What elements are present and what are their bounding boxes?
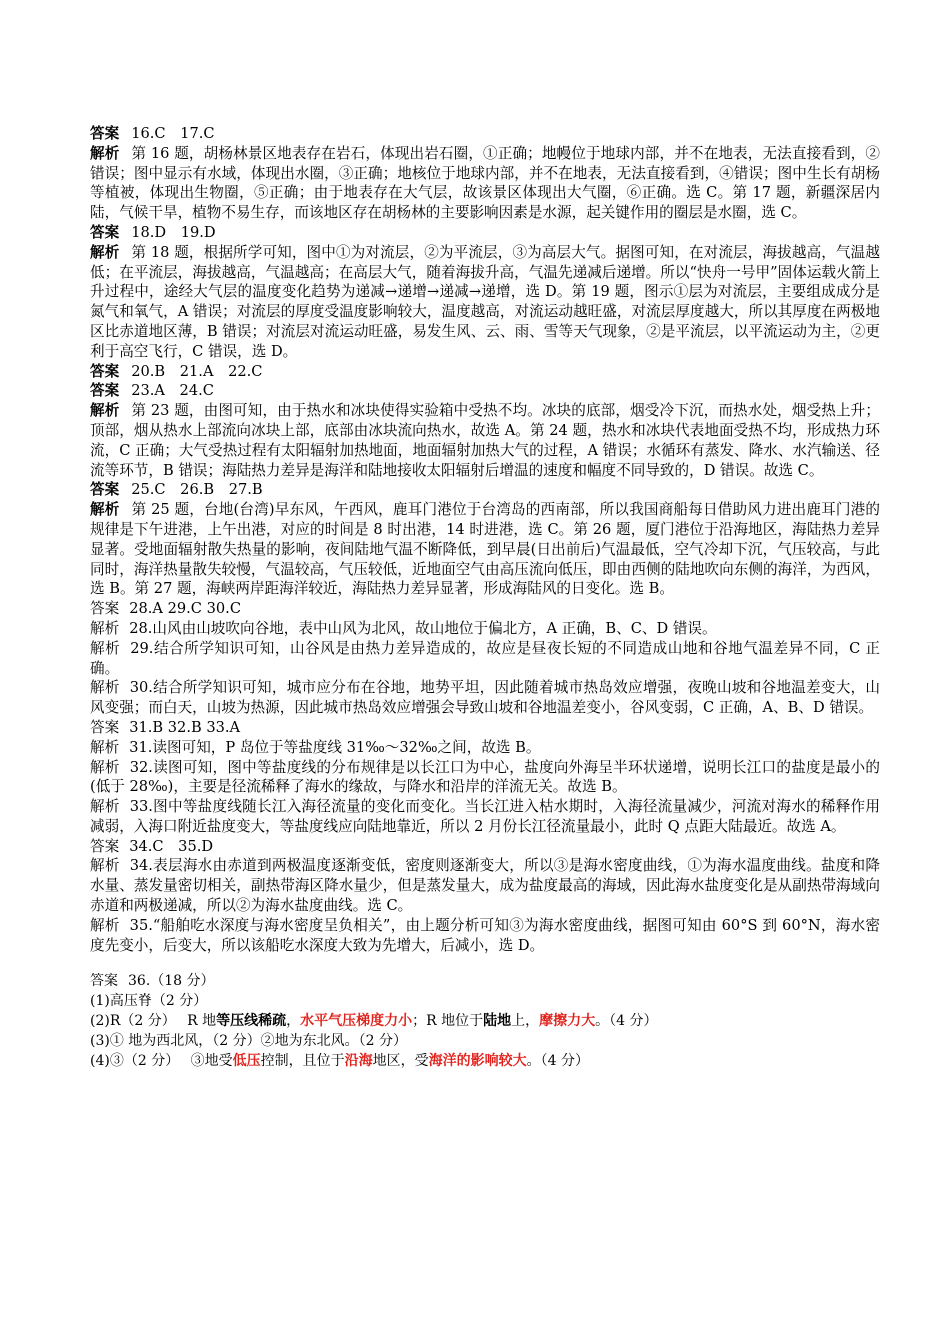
answer-text: 31.B 32.B 33.A xyxy=(129,718,241,736)
analysis-paragraph xyxy=(90,500,880,599)
answer-label: 答案 xyxy=(90,223,120,241)
analysis-label: 解析 xyxy=(90,798,120,816)
analysis-label: 解析 xyxy=(90,501,120,519)
analysis-text: 31.读图可知，P 岛位于等盐度线 31‰～32‰之间，故选 B。 xyxy=(129,738,541,756)
analysis-text: 第 16 题，胡杨林景区地表存在岩石，体现出岩石圈，①正确；地幔位于地球内部，并不在地表，无法直接看到，②错误；图中显示有水域，体现出水圈，③正确；地核位于地球内部，并不在地表，无法直接看到，④错误；图中生长有胡杨等植被，体现出生物圈，⑤正确；由于地表存在大气层，故该景区体现出大气圈，⑥正确。选 C。第 17 题，新疆深居内陆，气候干旱，植物不易生存，而该地区存在胡杨林的主要影响因素是水源，起关键作用的圈层是水圈，选 C。 xyxy=(90,144,880,222)
analysis-text: 第 18 题，根据所学可知，图中①为对流层，②为平流层，③为高层大气。据图可知，在对流层，海拔越高，气温越低；在平流层，海拔越高，气温越高；在高层大气，随着海拔升高，气温先递减后递增。所以“快舟一号甲”固体运载火箭上升过程中，途经大气层的温度变化趋势为递减→递增→递减→递增，选 D。第 19 题，图示①层为对流层，主要组成成分是氮气和氧气，A 错误；对流层的厚度受温度影响较大，温度越高，对流运动越旺盛，对流层厚度越大，所以其厚度在两极地区比赤道地区薄，B 错误；对流层对流运动旺盛，易发生风、云、雨、雪等天气现象，②是平流层，以平流运动为主，②更利于高空飞行，C 错误，选 D。 xyxy=(90,243,880,360)
answer-label: 答案 xyxy=(90,481,120,499)
q36-highlight: 水平气压梯度力小 xyxy=(300,1013,413,1030)
analysis-paragraph xyxy=(90,916,880,956)
analysis-text: 35.“船舶吃水深度与海水密度呈负相关”，由上题分析可知③为海水密度曲线，据图可知由 60°S 到 60°N，海水密度先变小，后变大，所以该船吃水深度大致为先增大，后减小，选 D。 xyxy=(90,916,880,954)
answer-label: 答案 xyxy=(90,600,120,618)
analysis-label: 解析 xyxy=(90,402,120,420)
analysis-label: 解析 xyxy=(90,738,120,756)
answer-text: 16.C 17.C xyxy=(131,125,215,142)
answer-text: 23.A 24.C xyxy=(131,382,214,400)
analysis-text: 30.结合所学知识可知，城市应分布在谷地，地势平坦，因此随着城市热岛效应增强，夜晚山坡和谷地温差变大，山风变强；而白天，山坡为热源，因此城市热岛效应增强会导致山坡和谷地温差变小，谷风变弱，C 正确，A、B、D 错误。 xyxy=(90,679,880,717)
q36-part-2-text: ， xyxy=(286,1013,301,1030)
analysis-paragraph xyxy=(90,758,880,798)
q36-highlight: 低压 xyxy=(232,1053,261,1070)
q36-header-text: 36.（18 分） xyxy=(128,973,215,990)
q36-part-2-text: ；R 地位于 xyxy=(412,1013,484,1030)
answer-label: 答案 xyxy=(90,837,120,855)
analysis-label: 解析 xyxy=(90,144,120,162)
q36-part-2-text: (2)R（2 分） R 地 xyxy=(90,1013,217,1030)
question-36-answer xyxy=(90,971,880,1071)
analysis-label: 解析 xyxy=(90,639,121,657)
analysis-paragraph xyxy=(90,619,880,639)
q36-keyword: 陆地 xyxy=(483,1013,512,1030)
spacer xyxy=(90,955,880,971)
analysis-paragraph xyxy=(90,401,880,480)
q36-header xyxy=(90,971,880,991)
q36-part-4-text: 控制，且位于 xyxy=(260,1053,345,1070)
answer-label: 答案 xyxy=(90,718,120,736)
q36-part-1: (1)高压脊（2 分） xyxy=(90,993,208,1010)
analysis-text: 第 23 题，由图可知，由于热水和冰块使得实验箱中受热不均。冰块的底部，烟受冷下沉，而热水处，烟受热上升；顶部，烟从热水上部流向冰块上部，底部由冰块流向热水，故选 A。第 24 题，热水和冰块代表地面受热不均，形成热力环流，C 正确；大气受热过程有太阳辐射加热地面，地面辐射加热大气的过程，A 错误；水循环有蒸发、降水、水汽输送、径流等环节，B 错误；海陆热力差异是海洋和陆地接收太阳辐射后增温的速度和幅度不同导致的，D 错误。故选 C。 xyxy=(90,402,880,479)
q36-part-2-text: 上， xyxy=(511,1013,540,1030)
answer-line xyxy=(90,480,880,500)
q36-part-2 xyxy=(90,1011,880,1031)
q36-part-4 xyxy=(90,1051,880,1071)
analysis-text: 第 25 题，台地(台湾)早东风，午西风，鹿耳门港位于台湾岛的西南部，所以我国商船每日借助风力进出鹿耳门港的规律是下午进港，上午出港，对应的时间是 8 时出港，14 时进港，选 C。第 26 题，厦门港位于沿海地区，海陆热力差异显著。受地面辐射散失热量的影响，夜间陆地气温不断降低，到早晨(日出前后)气温最低，空气冷却下沉，气压较高，与此同时，海洋热量散失较慢，气温较高，气压较低，近地面空气由高压流向低压，即由西侧的陆地吹向东侧的海洋，为西风，选 B。第 27 题，海峡两岸距海洋较近，海陆热力差异显著，形成海陆风的日变化。选 B。 xyxy=(90,501,880,598)
analysis-label: 解析 xyxy=(90,758,120,776)
analysis-paragraph xyxy=(90,243,880,362)
answer-text: 20.B 21.A 22.C xyxy=(131,362,263,380)
answer-line xyxy=(90,599,880,619)
answer-text: 18.D 19.D xyxy=(131,223,216,241)
q36-part-3: (3)① 地为西北风，（2 分）②地为东北风。（2 分） xyxy=(90,1033,407,1050)
q36-highlight: 摩擦力大 xyxy=(539,1013,596,1030)
analysis-label: 解析 xyxy=(90,857,120,875)
answer-blocks xyxy=(90,124,880,955)
answer-document xyxy=(90,124,880,1071)
answer-label: 答案 xyxy=(90,973,118,990)
answer-line xyxy=(90,718,880,738)
q36-part-4-text: 地区，受 xyxy=(372,1053,429,1070)
q36-part-4-text: (4)③（2 分） ③地受 xyxy=(90,1053,233,1070)
analysis-label: 解析 xyxy=(90,916,120,934)
analysis-paragraph xyxy=(90,639,880,679)
analysis-label: 解析 xyxy=(90,679,120,697)
answer-line xyxy=(90,381,880,401)
analysis-text: 29.结合所学知识可知，山谷风是由热力差异造成的，故应是昼夜长短的不同造成山地和谷地气温差异不同，C 正确。 xyxy=(90,639,880,677)
q36-keyword: 等压线稀疏 xyxy=(216,1013,287,1030)
analysis-paragraph xyxy=(90,144,880,223)
answer-label: 答案 xyxy=(90,382,120,400)
answer-label: 答案 xyxy=(90,125,120,142)
analysis-paragraph xyxy=(90,678,880,718)
analysis-text: 33.图中等盐度线随长江入海径流量的变化而变化。当长江进入枯水期时，入海径流量减少，河流对海水的稀释作用减弱，入海口附近盐度变大，等盐度线应向陆地靠近，所以 2 月份长江径流量最小，此时 Q 点距大陆最近。故选 A。 xyxy=(90,798,880,835)
analysis-paragraph xyxy=(90,856,880,915)
analysis-paragraph xyxy=(90,797,880,837)
analysis-label: 解析 xyxy=(90,619,120,637)
analysis-label: 解析 xyxy=(90,243,120,261)
q36-part-4-text: 。（4 分） xyxy=(526,1053,589,1070)
q36-highlight: 沿海 xyxy=(344,1053,373,1070)
analysis-text: 34.表层海水由赤道到两极温度逐渐变低，密度则逐渐变大，所以③是海水密度曲线，①为海水温度曲线。盐度和降水量、蒸发量密切相关，副热带海区降水量少，但是蒸发量大，成为盐度最高的海域，因此海水盐度变化是从副热带海域向赤道和两极递减，所以②为海水盐度曲线。选 C。 xyxy=(90,857,880,915)
answer-line xyxy=(90,837,880,857)
answer-text: 34.C 35.D xyxy=(129,837,214,855)
answer-label: 答案 xyxy=(90,362,120,380)
analysis-text: 32.读图可知，图中等盐度线的分布规律是以长江口为中心，盐度向外海呈半环状递增，说明长江口的盐度是最小的(低于 28‰)，主要是径流稀释了海水的缘故，与降水和沿岸的洋流无关。故选 B。 xyxy=(90,758,880,796)
q36-highlight: 海洋的影响较大 xyxy=(428,1053,527,1070)
answer-text: 28.A 29.C 30.C xyxy=(129,600,241,618)
analysis-paragraph xyxy=(90,738,880,758)
analysis-text: 28.山风由山坡吹向谷地，表中山风为北风，故山地位于偏北方，A 正确，B、C、D 错误。 xyxy=(129,619,717,637)
answer-text: 25.C 26.B 27.B xyxy=(131,481,263,499)
answer-line xyxy=(90,362,880,382)
answer-line xyxy=(90,124,880,144)
q36-part-2-text: 。（4 分） xyxy=(595,1013,658,1030)
answer-line xyxy=(90,223,880,243)
